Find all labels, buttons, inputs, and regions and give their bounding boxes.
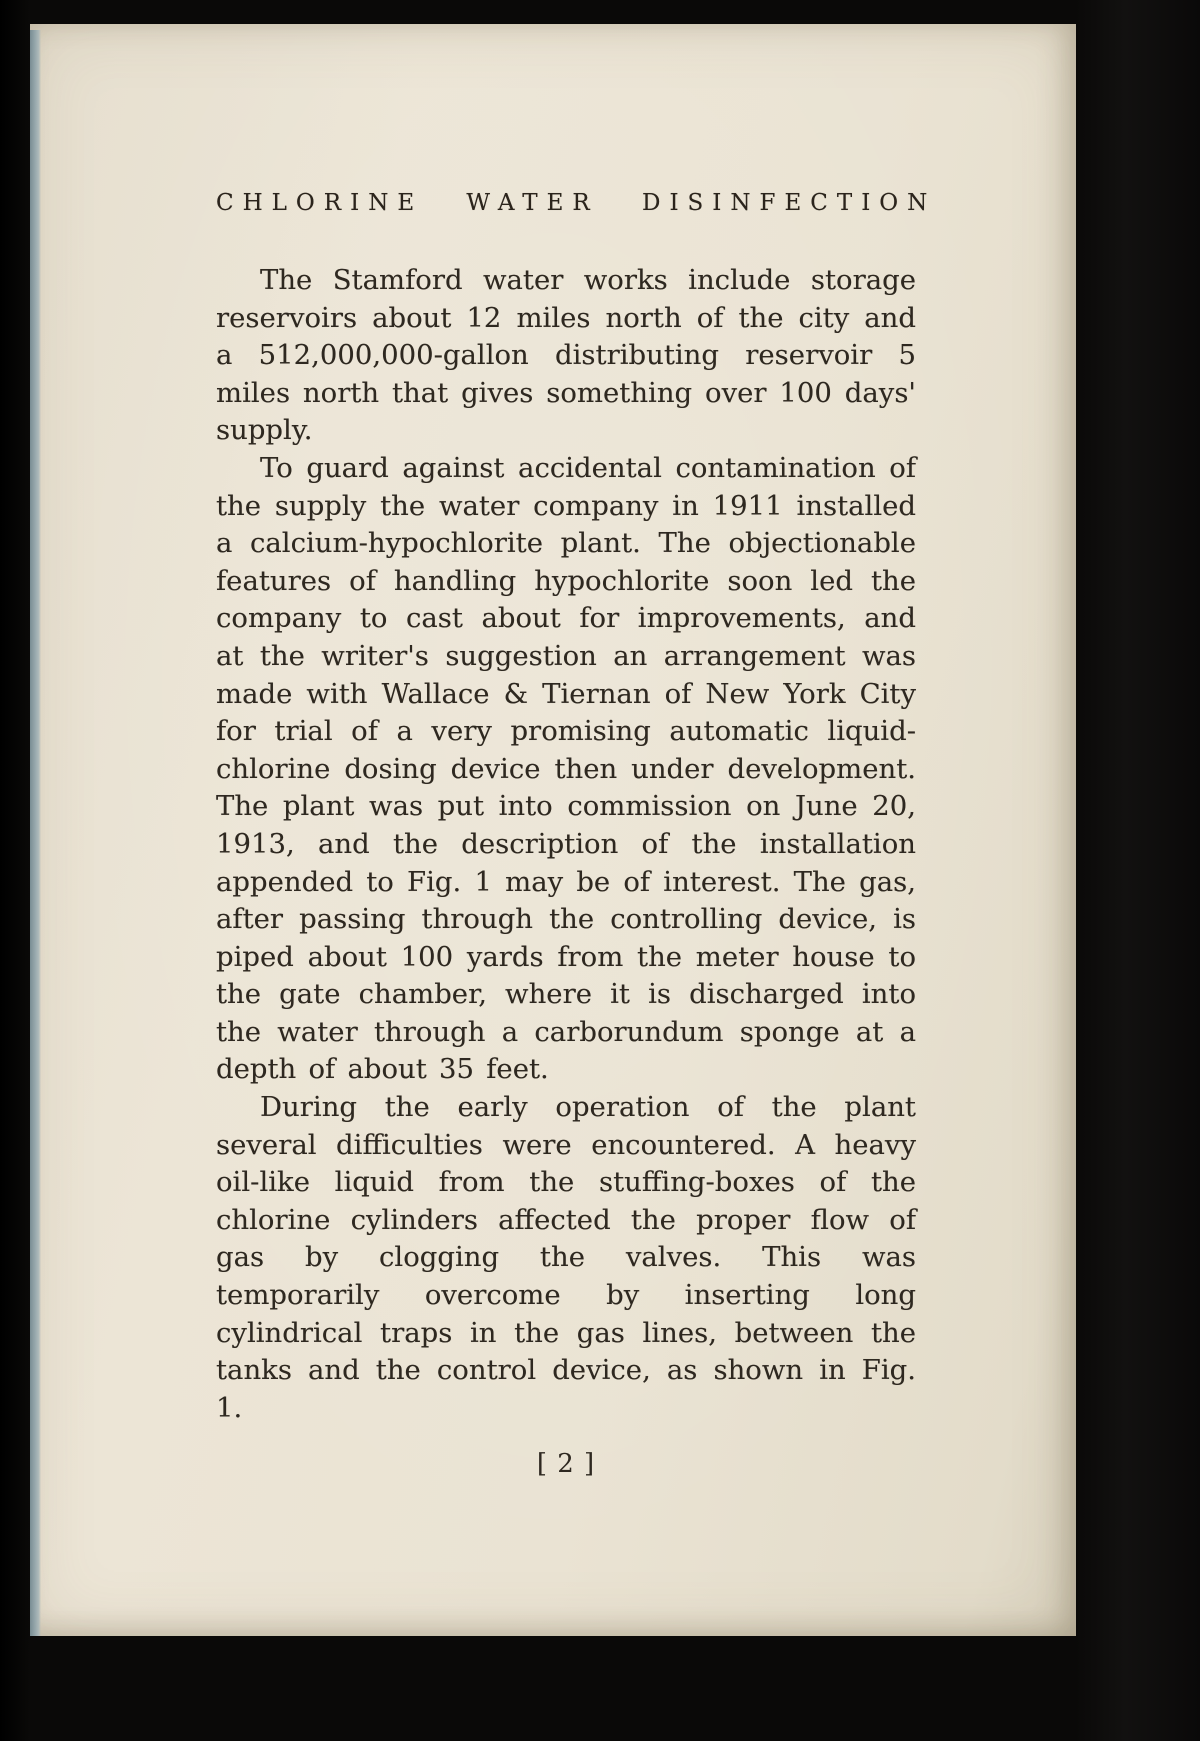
page-binding-edge [30, 30, 41, 1636]
paragraph: The Stamford water works include storage reservoirs about 12 miles north of the city and a 512,000,000-gallon distributing reservoir 5 miles north that gives something over 100 days' supply. [216, 264, 916, 447]
page-content [216, 190, 937, 1480]
paragraph: During the early operation of the plant several difficulties were encountered. A heavy oil-like liquid from the stuffing-boxes of the chlorine cylinders affected the proper flow of gas by clogging the valves. This was temporarily overcome by inserting long cylindrical traps in the gas lines, between the tanks and the control device, as shown in Fig. 1. [216, 1091, 916, 1424]
book-page [30, 24, 1076, 1636]
page-number: [ 2 ] [536, 1449, 596, 1480]
paragraph: To guard against accidental contamination of the supply the water company in 1911 installed a calcium-hypochlorite plant. The objectionable features of handling hypochlorite soon led the company to cast about for improvements, and at the writer's suggestion an arrangement was made with Wallace & Tiernan of New York City for trial of a very promising automatic liquid-chlorine dosing device then under development. The plant was put into commission on June 20, 1913, and the description of the installation appended to Fig. 1 may be of interest. The gas, after passing through the controlling device, is piped about 100 yards from the meter house to the gate chamber, where it is discharged into the water through a carborundum sponge at a depth of about 35 feet. [216, 451, 916, 1086]
page-title: CHLORINE WATER DISINFECTION [216, 190, 937, 216]
